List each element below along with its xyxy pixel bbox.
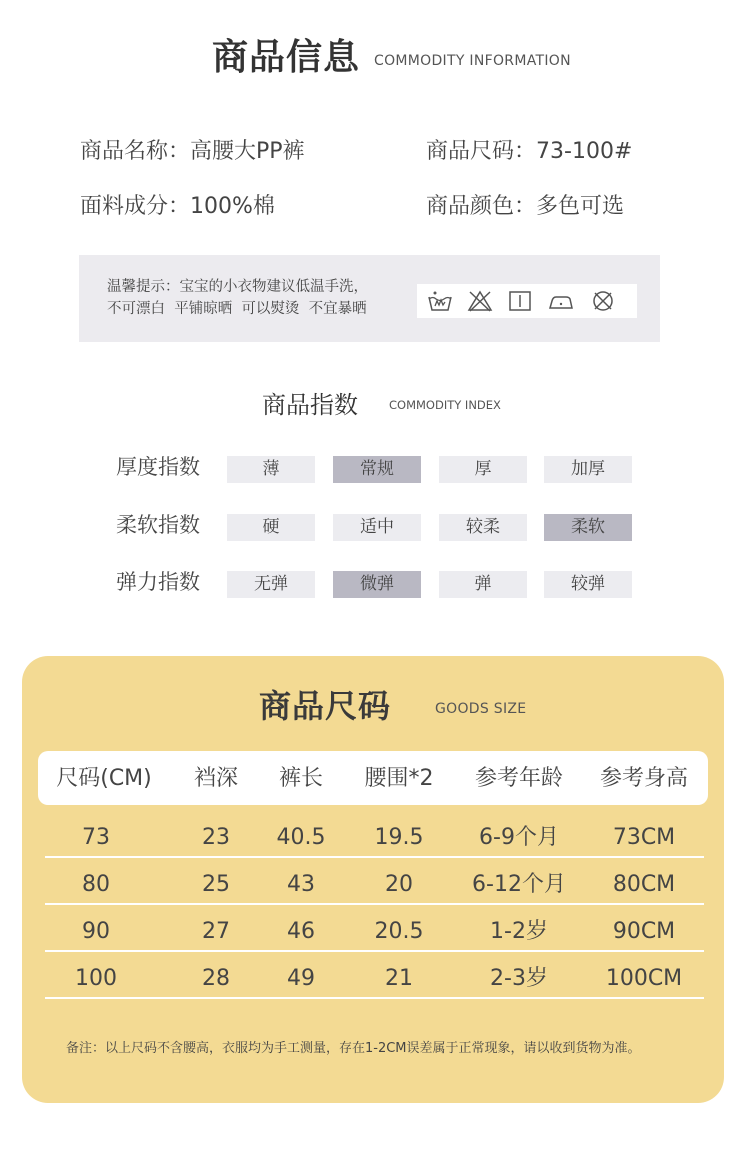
info-title: 商品信息: [212, 37, 361, 78]
table-cell: 6-12个月: [472, 872, 566, 897]
thickness-option: 加厚: [544, 456, 632, 483]
column-header: 参考身高: [599, 766, 689, 791]
table-cell: 25: [202, 872, 230, 897]
field-value: 高腰大PP裤: [190, 139, 305, 164]
care-tip-line: 不可漂白 平铺晾晒 可以熨烫 不宜暴晒: [107, 301, 367, 317]
softness-label: 柔软指数: [116, 513, 200, 537]
elasticity-option: 弹: [439, 571, 527, 598]
elasticity-option-selected: 微弹: [333, 571, 421, 598]
no-bleach-icon: [467, 289, 493, 313]
field-label: 商品颜色：: [426, 194, 537, 219]
softness-option: 适中: [333, 514, 421, 541]
thickness-option: 厚: [439, 456, 527, 483]
care-tip-text: [107, 276, 368, 320]
care-tip-line: 温馨提示：宝宝的小衣物建议低温手洗，: [107, 279, 368, 295]
softness-option: 较柔: [439, 514, 527, 541]
table-cell: 100: [75, 966, 117, 991]
table-cell: 90: [82, 919, 110, 944]
table-cell: 6-9个月: [479, 825, 559, 850]
elasticity-option: 较弹: [544, 571, 632, 598]
size-title: 商品尺码: [259, 687, 392, 725]
table-cell: 73CM: [612, 825, 676, 850]
thickness-option-selected: 常规: [333, 456, 421, 483]
table-cell: 20.5: [374, 919, 424, 944]
table-cell: 20: [385, 872, 413, 897]
iron-icon: [548, 289, 574, 313]
softness-option: 硬: [227, 514, 315, 541]
field-label: 商品名称：: [80, 139, 191, 164]
table-cell: 90CM: [612, 919, 676, 944]
table-cell: 27: [202, 919, 230, 944]
thickness-label: 厚度指数: [116, 455, 200, 479]
row-divider: [45, 950, 704, 952]
info-subtitle: COMMODITY INFORMATION: [374, 53, 571, 69]
row-divider: [45, 856, 704, 858]
table-cell: 49: [287, 966, 315, 991]
row-divider: [45, 997, 704, 999]
care-icon-panel: [417, 284, 637, 318]
field-color: [426, 192, 624, 222]
elasticity-label: 弹力指数: [116, 570, 200, 594]
size-note: 备注：以上尺码不含腰高，衣服均为手工测量，存在1-2CM误差属于正常现象，请以收到货物为准。: [66, 1041, 641, 1056]
size-subtitle: GOODS SIZE: [435, 701, 527, 717]
column-header: 尺码(CM): [56, 766, 152, 791]
elasticity-option: 无弹: [227, 571, 315, 598]
field-label: 商品尺码：: [426, 139, 537, 164]
table-cell: 21: [385, 966, 413, 991]
field-value: 多色可选: [536, 194, 625, 219]
field-product-name: [80, 137, 305, 167]
column-header: 裆深: [193, 766, 239, 791]
field-label: 面料成分：: [80, 194, 191, 219]
thickness-option: 薄: [227, 456, 315, 483]
table-cell: 23: [202, 825, 230, 850]
softness-option-selected: 柔软: [544, 514, 632, 541]
table-cell: 43: [287, 872, 315, 897]
table-cell: 1-2岁: [490, 919, 548, 944]
table-cell: 19.5: [374, 825, 424, 850]
field-product-size: [426, 137, 632, 167]
table-cell: 100CM: [605, 966, 683, 991]
hand-wash-icon: [427, 289, 453, 313]
column-header: 裤长: [278, 766, 324, 791]
dry-flat-icon: [507, 289, 533, 313]
table-cell: 2-3岁: [490, 966, 548, 991]
column-header: 参考年龄: [474, 766, 564, 791]
column-header: 腰围*2: [364, 766, 434, 791]
table-cell: 46: [287, 919, 315, 944]
field-value: 73-100#: [536, 139, 633, 164]
index-title: 商品指数: [262, 391, 358, 419]
field-value: 100%棉: [190, 194, 275, 219]
no-tumble-dry-icon: [590, 289, 616, 313]
table-cell: 73: [82, 825, 110, 850]
table-cell: 28: [202, 966, 230, 991]
field-fabric: [80, 192, 275, 222]
table-cell: 40.5: [276, 825, 326, 850]
index-subtitle: COMMODITY INDEX: [389, 398, 501, 412]
table-cell: 80CM: [612, 872, 676, 897]
table-cell: 80: [82, 872, 110, 897]
row-divider: [45, 903, 704, 905]
